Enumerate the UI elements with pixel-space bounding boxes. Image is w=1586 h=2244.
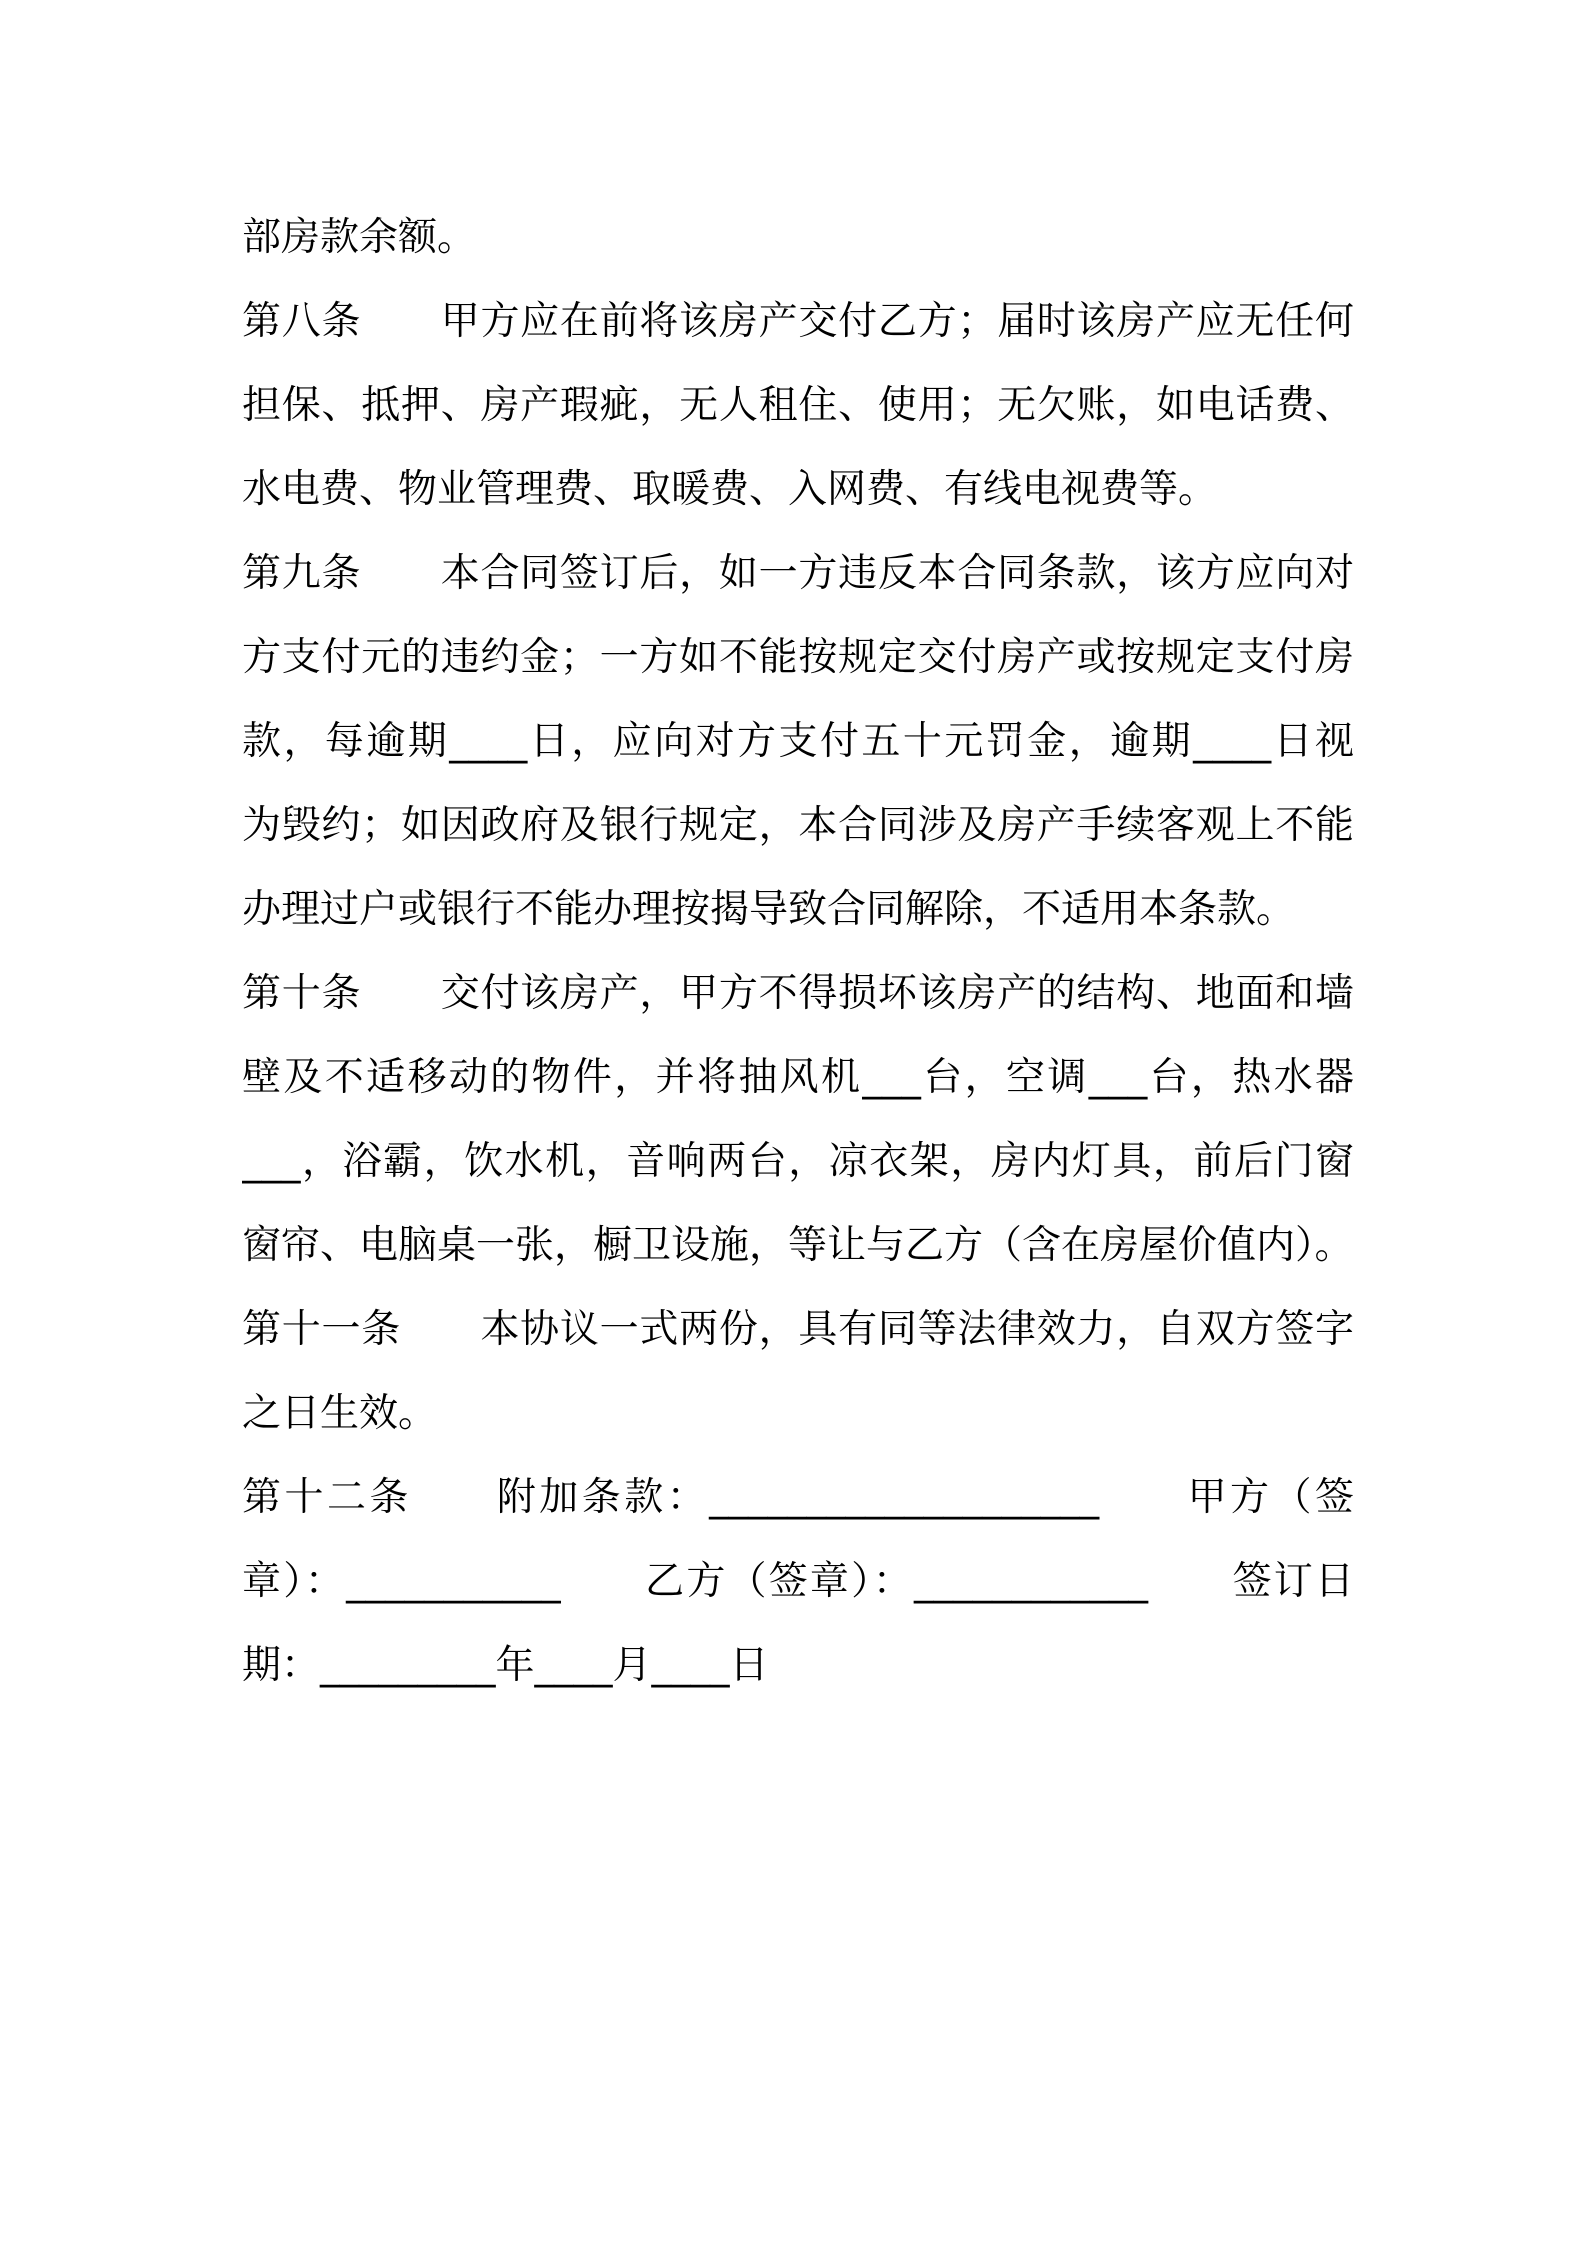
article-9-line: 第九条 本合同签订后，如一方违反本合同条款，该方应向对 [242,551,1354,596]
text-line: 水电费、物业管理费、取暖费、入网费、有线电视费等。 [242,467,1218,512]
text-line: 为毁约；如因政府及银行规定，本合同涉及房产手续客观上不能 [242,803,1354,848]
text-line: 办理过户或银行不能办理按揭导致合同解除，不适用本条款。 [242,887,1296,932]
text-line: 之日生效。 [242,1391,438,1436]
article-10-line: 第十条 交付该房产，甲方不得损坏该房产的结构、地面和墙 [242,971,1354,1016]
text-line: 担保、抵押、房产瑕疵，无人租住、使用；无欠账，如电话费、 [242,383,1354,428]
text-line: ___，浴霸，饮水机，音响两台，凉衣架，房内灯具，前后门窗 [242,1139,1354,1184]
text-line: 壁及不适移动的物件，并将抽风机___台，空调___台，热水器 [242,1055,1354,1100]
article-8-line: 第八条 甲方应在前将该房产交付乙方；届时该房产应无任何 [242,299,1354,344]
text-line: 窗帘、电脑桌一张，橱卫设施，等让与乙方（含在房屋价值内）。 [242,1223,1354,1268]
text-line: 方支付元的违约金；一方如不能按规定交付房产或按规定支付房 [242,635,1354,680]
text-line: 部房款余额。 [242,215,477,260]
article-12-line: 第十二条 附加条款：____________________ 甲方（签 [242,1475,1354,1520]
signature-line: 章）：___________ 乙方（签章）：____________ 签订日 [242,1559,1354,1604]
text-line: 款，每逾期____日，应向对方支付五十元罚金，逾期____日视 [242,719,1354,764]
article-11-line: 第十一条 本协议一式两份，具有同等法律效力，自双方签字 [242,1307,1354,1352]
document-page [242,196,1354,1708]
signing-date-line: 期：_________年____月____日 [242,1643,769,1688]
